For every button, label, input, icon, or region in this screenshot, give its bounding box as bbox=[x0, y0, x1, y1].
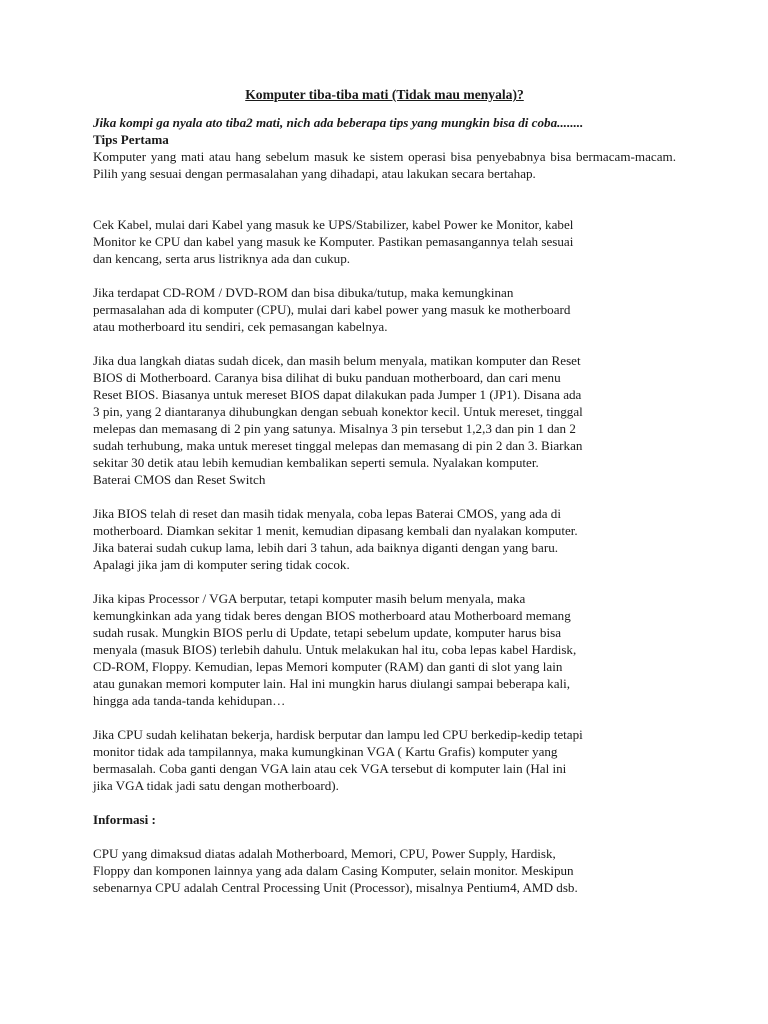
paragraph-line: Jika dua langkah diatas sudah dicek, dan masih belum menyala, matikan komputer dan Reset bbox=[93, 353, 581, 368]
info-line: sebenarnya CPU adalah Central Processing Unit (Processor), misalnya Pentium4, AMD dsb. bbox=[93, 880, 578, 895]
document-title: Komputer tiba-tiba mati (Tidak mau menyala)? bbox=[245, 87, 524, 102]
info-heading: Informasi : bbox=[93, 812, 156, 827]
spacer bbox=[93, 182, 676, 216]
tips-heading: Tips Pertama bbox=[93, 132, 169, 147]
paragraph-line: menyala (masuk BIOS) terlebih dahulu. Untuk melakukan hal itu, coba lepas kabel Hardisk, bbox=[93, 642, 577, 657]
paragraph-line: atau gunakan memori komputer lain. Hal ini mungkin harus diulangi sampai beberapa kali, bbox=[93, 676, 571, 691]
spacer bbox=[93, 828, 676, 845]
paragraph-line: Cek Kabel, mulai dari Kabel yang masuk ke UPS/Stabilizer, kabel Power ke Monitor, kabel bbox=[93, 217, 574, 232]
document-page bbox=[93, 86, 676, 896]
paragraph bbox=[93, 284, 676, 335]
info-line: Floppy dan komponen lainnya yang ada dalam Casing Komputer, selain monitor. Meskipun bbox=[93, 863, 574, 878]
info-body bbox=[93, 845, 676, 896]
paragraph-line: motherboard. Diamkan sekitar 1 menit, kemudian dipasang kembali dan nyalakan komputer. bbox=[93, 523, 578, 538]
paragraph-line: Jika BIOS telah di reset dan masih tidak menyala, coba lepas Baterai CMOS, yang ada di bbox=[93, 506, 561, 521]
body-paragraphs bbox=[93, 216, 676, 794]
paragraph bbox=[93, 726, 676, 794]
paragraph-line: 3 pin, yang 2 diantaranya dihubungkan dengan sebuah konektor kecil. Untuk mereset, tinggal bbox=[93, 404, 583, 419]
spacer bbox=[93, 794, 676, 811]
paragraph-line: Jika kipas Processor / VGA berputar, tetapi komputer masih belum menyala, maka bbox=[93, 591, 526, 606]
paragraph-line: Baterai CMOS dan Reset Switch bbox=[93, 472, 266, 487]
paragraph bbox=[93, 352, 676, 488]
paragraph-gap bbox=[93, 573, 676, 590]
paragraph-line: Jika baterai sudah cukup lama, lebih dari 3 tahun, ada baiknya diganti dengan yang baru. bbox=[93, 540, 559, 555]
paragraph-line: hingga ada tanda-tanda kehidupan… bbox=[93, 693, 286, 708]
paragraph-line: melepas dan memasang di 2 pin yang satunya. Misalnya 3 pin tersebut 1,2,3 dan pin 1 dan 2 bbox=[93, 421, 576, 436]
paragraph bbox=[93, 505, 676, 573]
paragraph-line: jika VGA tidak jadi satu dengan motherboard). bbox=[93, 778, 339, 793]
intro-text: Jika kompi ga nyala ato tiba2 mati, nich ada beberapa tips yang mungkin bisa di coba........ bbox=[93, 115, 584, 130]
paragraph-line: Apalagi jika jam di komputer sering tidak cocok. bbox=[93, 557, 350, 572]
paragraph-line: Monitor ke CPU dan kabel yang masuk ke Komputer. Pastikan pemasangannya telah sesuai bbox=[93, 234, 574, 249]
tips-body: Komputer yang mati atau hang sebelum masuk ke sistem operasi bisa penyebabnya bisa bermacam-macam. Pilih yang sesuai dengan permasalahan yang dihadapi, atau lakukan secara bertahap. bbox=[93, 149, 676, 181]
paragraph-line: sudah terhubung, maka untuk mereset tinggal melepas dan memasang di pin 2 dan 3. Biarkan bbox=[93, 438, 583, 453]
paragraph-gap bbox=[93, 488, 676, 505]
paragraph-line: sudah rusak. Mungkin BIOS perlu di Update, tetapi sebelum update, komputer harus bisa bbox=[93, 625, 562, 640]
paragraph bbox=[93, 216, 676, 267]
paragraph-line: Reset BIOS. Biasanya untuk mereset BIOS dapat dilakukan pada Jumper 1 (JP1). Disana ada bbox=[93, 387, 582, 402]
paragraph-line: CD-ROM, Floppy. Kemudian, lepas Memori komputer (RAM) dan ganti di slot yang lain bbox=[93, 659, 563, 674]
paragraph-gap bbox=[93, 267, 676, 284]
paragraph-line: kemungkinkan ada yang tidak beres dengan BIOS motherboard atau Motherboard memang bbox=[93, 608, 571, 623]
paragraph-line: atau motherboard itu sendiri, cek pemasangan kabelnya. bbox=[93, 319, 388, 334]
paragraph-line: sekitar 30 detik atau lebih kemudian kembalikan seperti semula. Nyalakan komputer. bbox=[93, 455, 539, 470]
paragraph-line: Jika terdapat CD-ROM / DVD-ROM dan bisa dibuka/tutup, maka kemungkinan bbox=[93, 285, 514, 300]
paragraph-line: monitor tidak ada tampilannya, maka kumungkinan VGA ( Kartu Grafis) komputer yang bbox=[93, 744, 558, 759]
paragraph-line: bermasalah. Coba ganti dengan VGA lain atau cek VGA tersebut di komputer lain (Hal ini bbox=[93, 761, 567, 776]
paragraph bbox=[93, 590, 676, 709]
paragraph-gap bbox=[93, 709, 676, 726]
paragraph-gap bbox=[93, 335, 676, 352]
info-line: CPU yang dimaksud diatas adalah Motherboard, Memori, CPU, Power Supply, Hardisk, bbox=[93, 846, 556, 861]
paragraph-line: dan kencang, serta arus listriknya ada dan cukup. bbox=[93, 251, 351, 266]
paragraph-line: BIOS di Motherboard. Caranya bisa dilihat di buku panduan motherboard, dan cari menu bbox=[93, 370, 561, 385]
paragraph-line: permasalahan ada di komputer (CPU), mulai dari kabel power yang masuk ke motherboard bbox=[93, 302, 571, 317]
paragraph-line: Jika CPU sudah kelihatan bekerja, hardisk berputar dan lampu led CPU berkedip-kedip tetapi bbox=[93, 727, 583, 742]
